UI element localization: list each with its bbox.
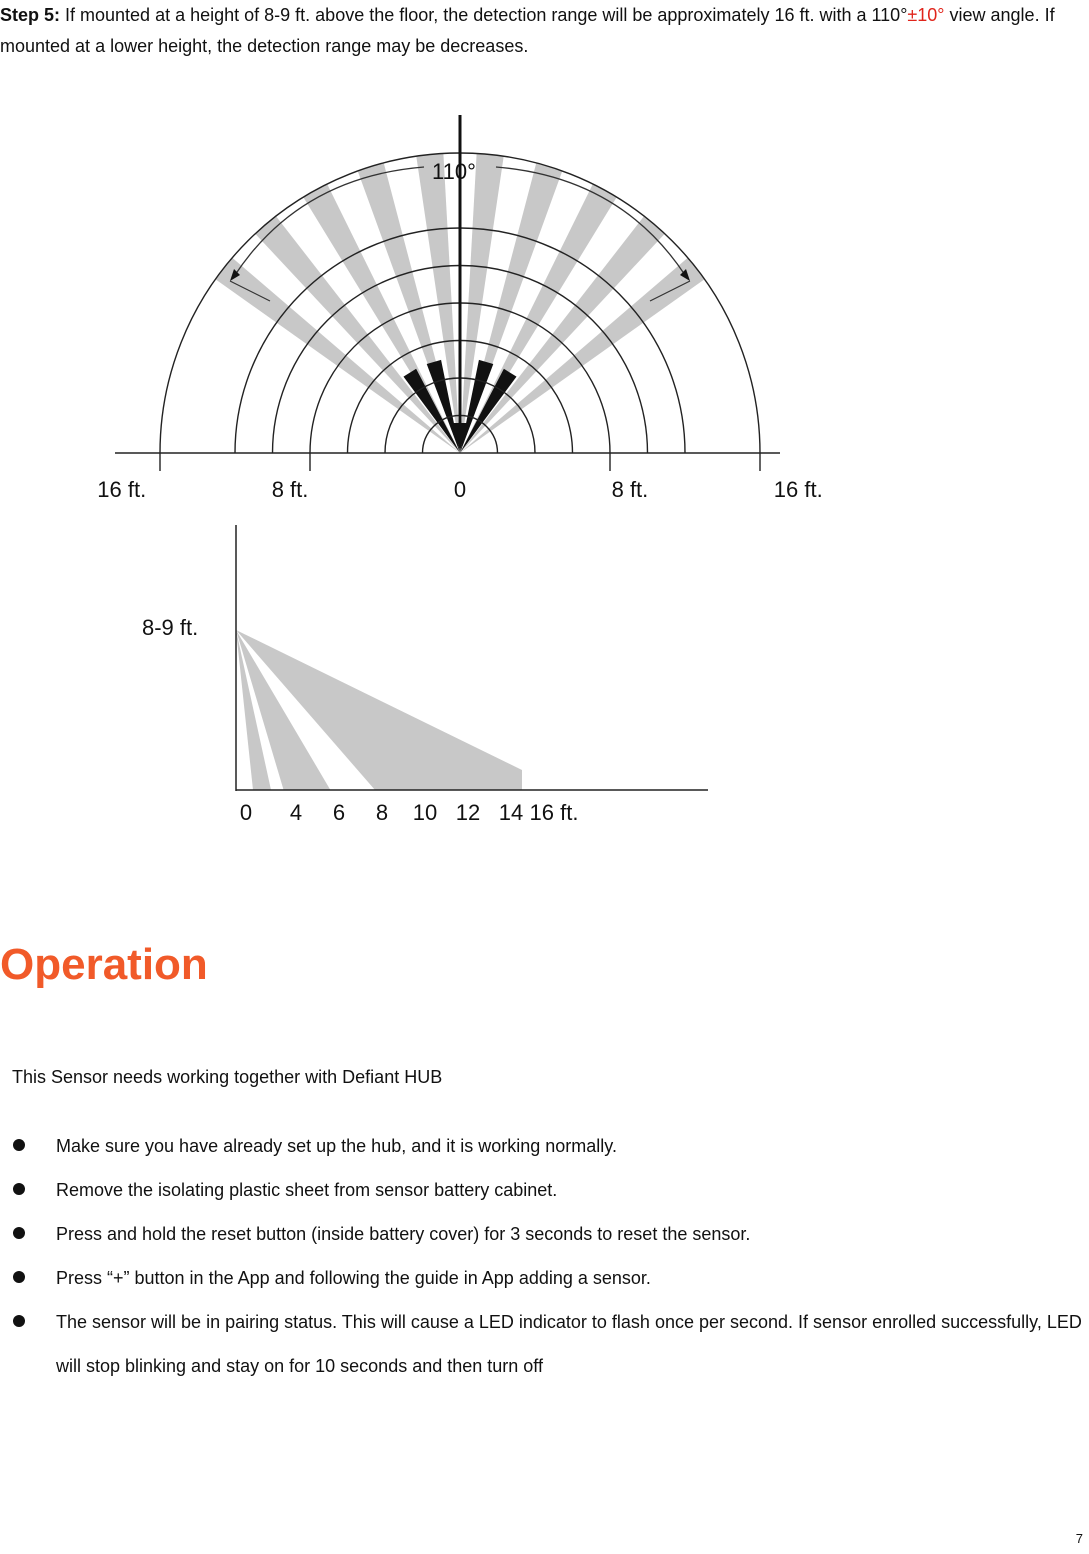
step-text-part2: view angle. If mounted at a lower height, the detection range may be decreases. (0, 5, 1055, 56)
intro-text: This Sensor needs working together with Defiant HUB (12, 1067, 443, 1087)
bullet-icon (13, 1227, 25, 1239)
bullet-icon (13, 1139, 25, 1151)
side-x-tick-label: 16 ft. (529, 800, 579, 825)
detection-zone (215, 258, 460, 453)
x-axis-label: 8 ft. (611, 477, 649, 502)
angle-tolerance: ±10° (907, 5, 945, 25)
side-view-detection-diagram (130, 515, 730, 835)
list-item-text: Press and hold the reset button (inside battery cover) for 3 seconds to reset the sensor. (56, 1224, 751, 1244)
list-item-text: The sensor will be in pairing status. This will cause a LED indicator to flash once per second. If sensor enrolled successfully, LED will stop blinking and stay on for 10 seconds and then turn off (56, 1312, 1082, 1376)
side-x-tick-label: 6 (332, 800, 346, 825)
step-5-paragraph (0, 0, 1080, 62)
list-item-text: Remove the isolating plastic sheet from sensor battery cabinet. (56, 1180, 558, 1200)
list-item-text: Make sure you have already set up the hub, and it is working normally. (56, 1136, 617, 1156)
section-title: Operation (0, 940, 208, 989)
side-x-tick-label: 12 (455, 800, 481, 825)
x-axis-label: 16 ft. (773, 477, 823, 502)
page-number: 7 (1075, 1531, 1083, 1546)
side-x-tick-label: 8 (375, 800, 389, 825)
step-label: Step 5: (0, 5, 61, 25)
x-axis-label: 16 ft. (97, 477, 147, 502)
x-axis-label: 0 (453, 477, 467, 502)
top-view-detection-diagram (90, 105, 850, 505)
list-item (0, 1256, 1085, 1300)
list-item (0, 1212, 1085, 1256)
side-x-tick-label: 10 (412, 800, 438, 825)
side-x-tick-label: 0 (239, 800, 253, 825)
step-text-part1: If mounted at a height of 8-9 ft. above the floor, the detection range will be approximately 16 ft. with a 110° (60, 5, 908, 25)
list-item-text: Press “+” button in the App and following the guide in App adding a sensor. (56, 1268, 651, 1288)
bullet-icon (13, 1183, 25, 1195)
angle-label: 110° (432, 159, 476, 184)
instruction-list (0, 1124, 1085, 1388)
height-label: 8-9 ft. (142, 615, 199, 640)
side-x-tick-label: 14 (498, 800, 524, 825)
list-item (0, 1168, 1085, 1212)
bullet-icon (13, 1271, 25, 1283)
list-item (0, 1300, 1085, 1388)
x-axis-label: 8 ft. (271, 477, 309, 502)
detection-zone (460, 258, 705, 453)
list-item (0, 1124, 1085, 1168)
bullet-icon (13, 1315, 25, 1327)
side-x-tick-label: 4 (289, 800, 303, 825)
